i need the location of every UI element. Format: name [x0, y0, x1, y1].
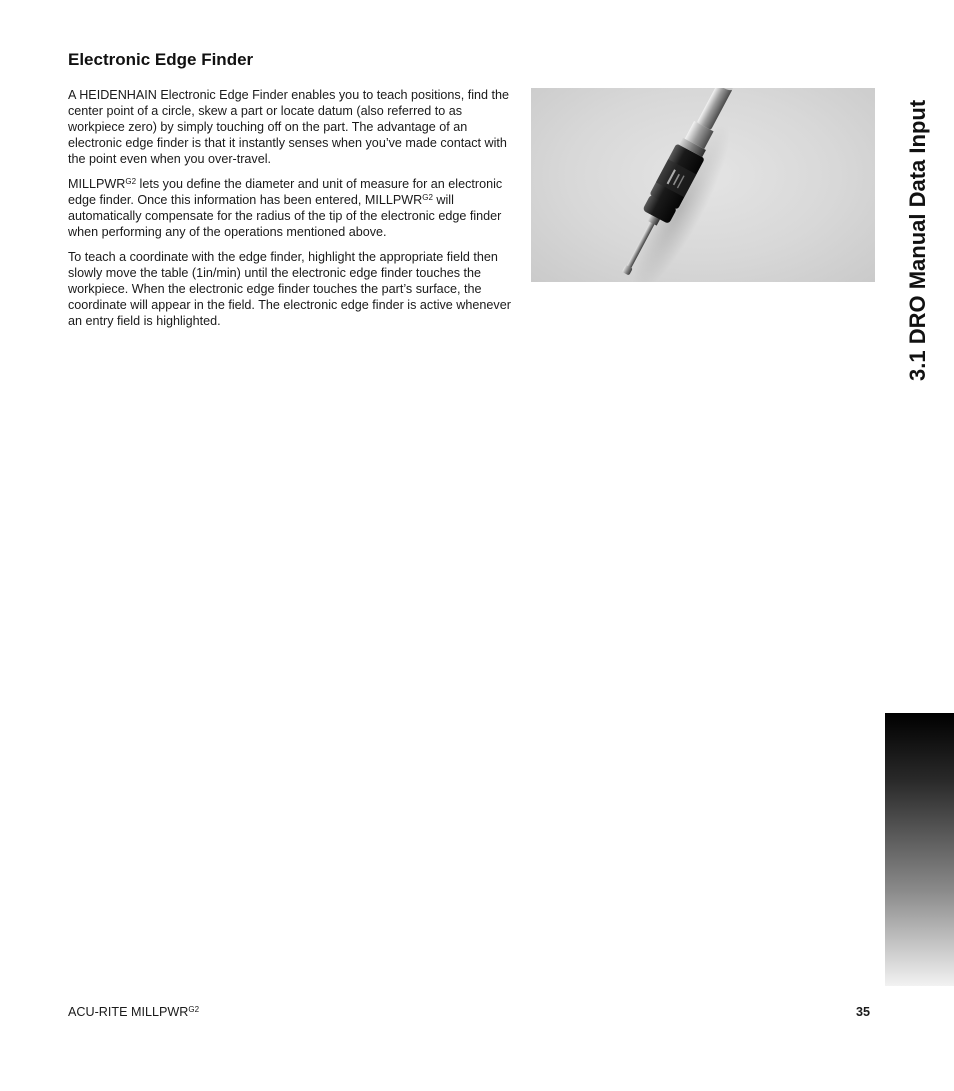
footer-product-text: ACU-RITE MILLPWR	[68, 1005, 189, 1019]
paragraph-text: lets you define the diameter and unit of measure for an electronic edge finder. Once this information has been entered, MILLPWR	[68, 177, 503, 207]
paragraph-text: will automatically compensate for the radius of the tip of the electronic edge finder when performing any of the operations mentioned above.	[68, 193, 502, 239]
paragraph-text: MILLPWR	[68, 177, 126, 191]
superscript: G2	[125, 177, 137, 186]
side-chapter-title: 3.1 DRO Manual Data Input	[905, 99, 930, 381]
superscript: G2	[422, 193, 433, 202]
footer-product-superscript: G2	[188, 1005, 200, 1014]
chapter-thumb-tab	[885, 713, 954, 986]
edge-finder-illustration	[531, 88, 875, 282]
paragraph-diameter-setup	[68, 176, 514, 240]
page-number: 35	[856, 1005, 871, 1019]
section-heading: Electronic Edge Finder	[68, 50, 254, 69]
body-text-column	[68, 87, 514, 338]
paragraph-teach-coordinate: To teach a coordinate with the edge finder, highlight the appropriate field then slowly move the table (1in/min) until the electronic edge finder touches the workpiece. When the electronic edge finder touches the part’s surface, the coordinate will appear in the field. The electronic edge finder is active whenever an entry field is highlighted.	[68, 250, 511, 328]
paragraph-intro: A HEIDENHAIN Electronic Edge Finder enables you to teach positions, find the center point of a circle, skew a part or locate datum (also referred to as workpiece zero) by simply touching off on the part. The advantage of an electronic edge finder is that it instantly senses when you’ve made contact with the point even when you over-travel.	[68, 88, 510, 166]
edge-finder-photo	[531, 88, 875, 282]
footer-product-name	[68, 1005, 199, 1019]
